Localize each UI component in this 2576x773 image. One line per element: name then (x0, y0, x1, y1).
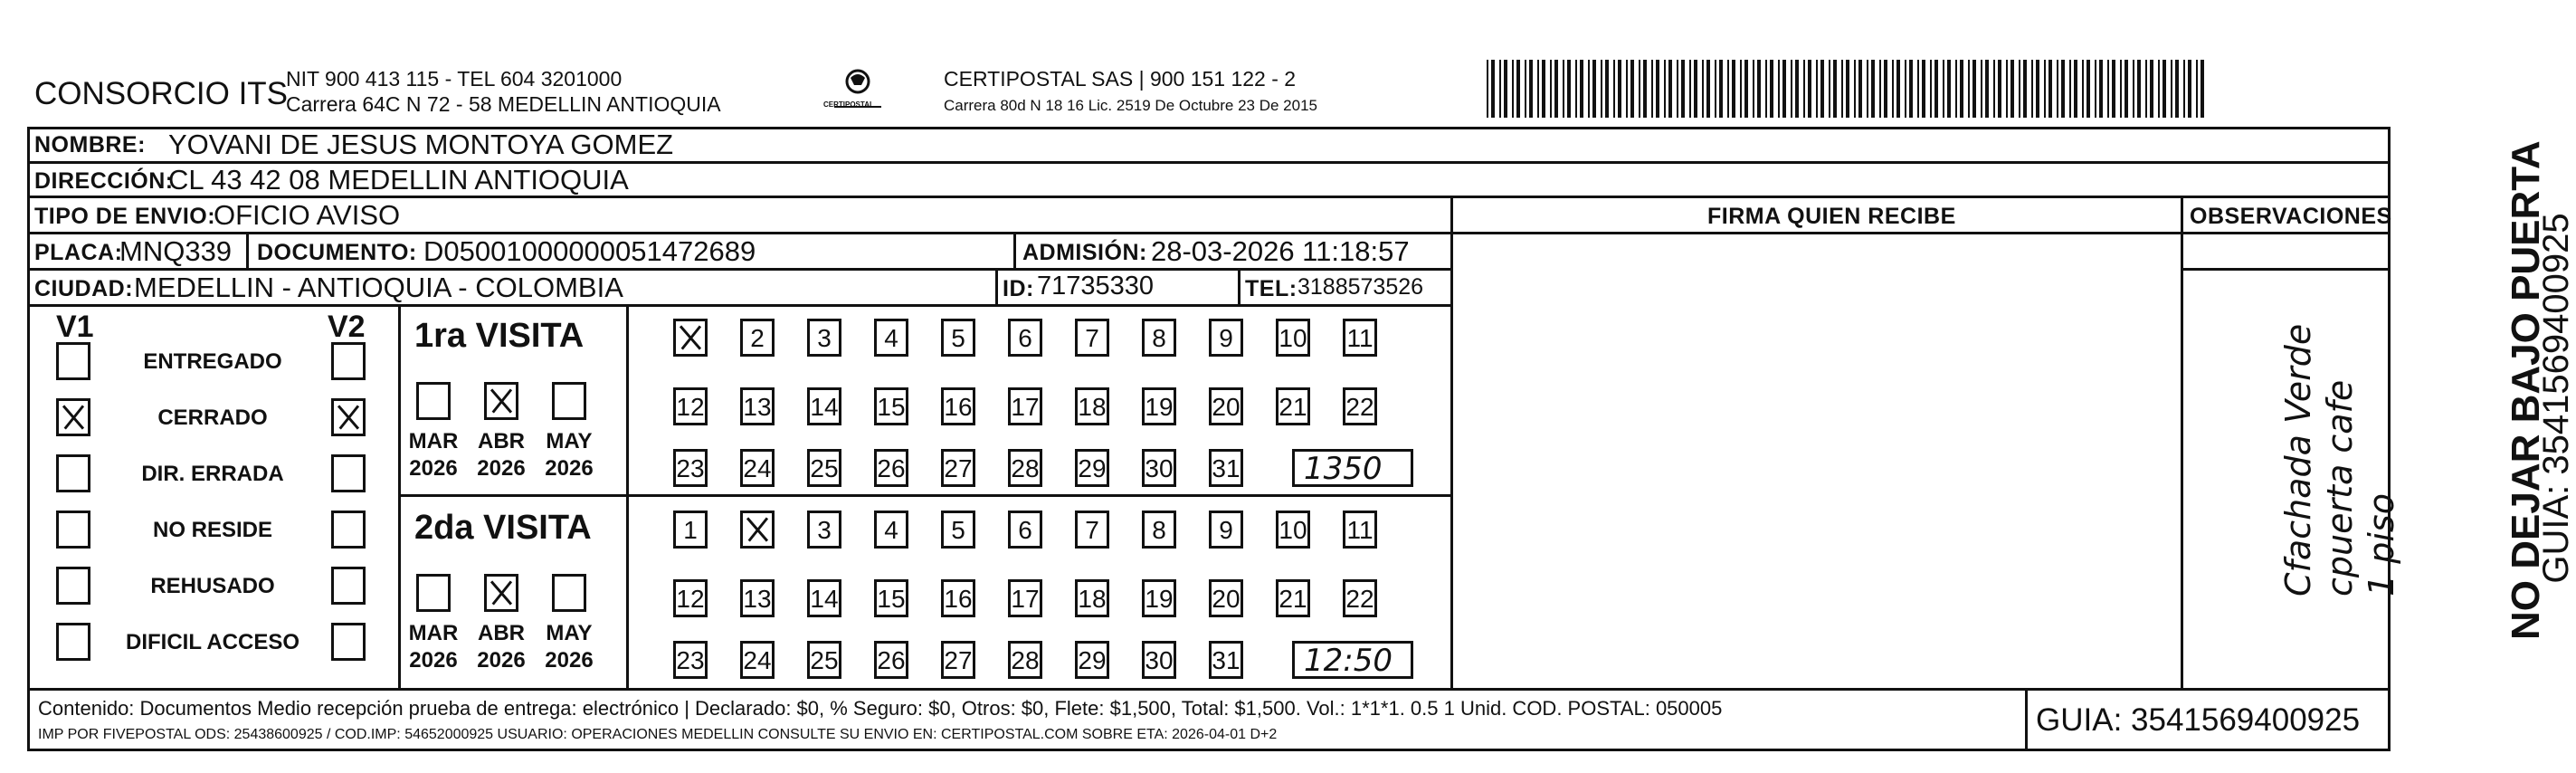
x-mark-icon (59, 401, 88, 434)
ciudad-value: MEDELLIN - ANTIOQUIA - COLOMBIA (134, 272, 623, 303)
direccion-label: DIRECCIÓN: (34, 168, 174, 194)
x-mark-icon (676, 321, 705, 354)
barcode-bar (1968, 60, 1970, 118)
v1-checkbox[interactable] (56, 511, 90, 549)
day-box[interactable]: 22 (1343, 579, 1377, 617)
day-box[interactable]: 28 (1008, 449, 1042, 487)
barcode-bar (1626, 60, 1628, 118)
barcode-bar (2019, 60, 2020, 118)
id-value: 71735330 (1037, 272, 1155, 301)
day-box[interactable]: 16 (941, 387, 975, 425)
barcode-bar (1550, 60, 1552, 118)
barcode-bar (1677, 60, 1678, 118)
obs-line-2: cpuerta cafe (2320, 379, 2360, 596)
barcode-bar (2201, 60, 2204, 118)
day-box[interactable]: 31 (1209, 641, 1243, 679)
barcode-bar (1563, 60, 1564, 118)
barcode-bar (2124, 60, 2128, 118)
v2-checkbox[interactable] (331, 623, 366, 661)
barcode-bar (1981, 60, 1982, 118)
day-box[interactable]: 29 (1075, 641, 1109, 679)
v1-checkbox[interactable] (56, 398, 90, 436)
placa-label: PLACA: (34, 240, 123, 265)
day-box[interactable]: 21 (1276, 579, 1310, 617)
status-label: DIFICIL ACCESO (125, 630, 299, 654)
barcode-bar (1630, 60, 1634, 118)
barcode-bar (2082, 60, 2084, 118)
barcode-bar (1715, 60, 1716, 118)
day-box[interactable]: 4 (874, 319, 908, 357)
barcode-bar (1909, 60, 1913, 118)
time-value: 1350 (1304, 451, 1383, 487)
admision-value: 28-03-2026 11:18:57 (1151, 235, 1410, 267)
barcode-bar (1757, 60, 1761, 118)
barcode-bar (2010, 60, 2014, 118)
tipo-envio-label: TIPO DE ENVIO: (34, 204, 216, 229)
barcode-bar (2158, 60, 2160, 118)
barcode-bar (2171, 60, 2172, 118)
barcode-bar (1504, 60, 1507, 118)
obs-line-1: Cfachada Verde (2278, 323, 2318, 596)
day-box[interactable]: 30 (1142, 449, 1176, 487)
day-box[interactable]: 3 (807, 319, 841, 357)
time-value: 12:50 (1304, 643, 1393, 679)
day-box[interactable]: 22 (1343, 387, 1377, 425)
day-box[interactable]: 18 (1075, 579, 1109, 617)
barcode-bar (2036, 60, 2039, 118)
observaciones-handwritten (2190, 272, 2401, 688)
time-box[interactable] (1292, 449, 1413, 487)
barcode-bar (1512, 60, 1514, 118)
visit1-title: 1ra VISITA (414, 317, 585, 355)
barcode-bar (1516, 60, 1520, 118)
barcode-bar (1681, 60, 1685, 118)
barcode-bar (1858, 60, 1862, 118)
nombre-value: YOVANI DE JESUS MONTOYA GOMEZ (168, 129, 674, 160)
day-box[interactable]: 14 (807, 387, 841, 425)
no-dejar-bajo-puerta: NO DEJAR BAJO PUERTA (2504, 140, 2548, 640)
barcode-bar (1795, 60, 1799, 118)
barcode-bar (1727, 60, 1729, 118)
barcode-bar (2057, 60, 2058, 118)
barcode-bar (2145, 60, 2147, 118)
barcode-bar (1744, 60, 1748, 118)
barcode-bar (1782, 60, 1786, 118)
barcode-bar (2107, 60, 2109, 118)
day-box[interactable]: 26 (874, 641, 908, 679)
month-label: ABR (478, 429, 525, 453)
barcode-bar (1854, 60, 1856, 118)
day-box[interactable]: 20 (1209, 579, 1243, 617)
v2-checkbox[interactable] (331, 567, 366, 605)
barcode-bar (1732, 60, 1735, 118)
day-box[interactable]: 18 (1075, 387, 1109, 425)
month-label: MAR (408, 429, 459, 453)
barcode-bar (1643, 60, 1647, 118)
barcode-bar (1841, 60, 1843, 118)
day-box[interactable]: 24 (740, 641, 775, 679)
month-year: 2026 (409, 456, 458, 481)
barcode-bar (1816, 60, 1818, 118)
barcode-bar (1896, 60, 1900, 118)
certipostal-logo-text: CERTIPOSTAL (823, 100, 874, 109)
day-box[interactable]: 19 (1142, 579, 1176, 617)
v2-label: V2 (328, 310, 366, 344)
status-label: CERRADO (157, 406, 268, 430)
day-box[interactable]: 13 (740, 579, 775, 617)
nombre-label: NOMBRE: (34, 132, 146, 157)
barcode-bar (1537, 60, 1539, 118)
barcode-bar (1905, 60, 1906, 118)
v1-label: V1 (56, 310, 94, 344)
barcode-bar (1702, 60, 1704, 118)
month-year: 2026 (545, 648, 594, 673)
day-box[interactable]: 8 (1142, 511, 1176, 549)
month-label: MAY (546, 621, 593, 645)
barcode-bar (2120, 60, 2122, 118)
barcode-bar (1529, 60, 1533, 118)
v2-checkbox[interactable] (331, 454, 366, 492)
footer-contenido: Contenido: Documentos Medio recepción prueba de entrega: electrónico | Declarado: $0, % Seguro: $0, Otros: $0, Flete: $1,500, Total: $1,500. Vol.: 1*1*1. 0.5 1 Unid. COD. POSTAL: 050005 (38, 697, 1723, 720)
month-checkbox[interactable] (484, 382, 518, 420)
day-box[interactable]: 12 (673, 387, 708, 425)
barcode-bar (2188, 60, 2191, 118)
barcode-bar (1930, 60, 1932, 118)
day-box[interactable]: 12 (673, 579, 708, 617)
barcode-bar (1499, 60, 1501, 118)
day-box[interactable]: 2 (740, 319, 775, 357)
barcode-bar (2069, 60, 2071, 118)
tel-value: 3188573526 (1298, 274, 1424, 300)
barcode-bar (1613, 60, 1615, 118)
barcode-bar (2183, 60, 2185, 118)
barcode-bar (1542, 60, 1545, 118)
barcode-bar (1605, 60, 1609, 118)
barcode-bar (2175, 60, 2179, 118)
barcode-bar (1664, 60, 1666, 118)
barcode-bar (1601, 60, 1602, 118)
day-box[interactable]: 5 (941, 319, 975, 357)
barcode-bar (2086, 60, 2090, 118)
v1-checkbox[interactable] (56, 623, 90, 661)
day-box[interactable]: 1 (673, 511, 708, 549)
month-checkbox[interactable] (552, 574, 586, 612)
barcode-bar (2061, 60, 2065, 118)
barcode-bar (1753, 60, 1754, 118)
status-label: NO RESIDE (152, 518, 273, 542)
x-mark-icon (487, 385, 516, 417)
month-year: 2026 (477, 456, 526, 481)
day-box[interactable]: 7 (1075, 319, 1109, 357)
barcode-bar (2137, 60, 2141, 118)
day-box[interactable]: 6 (1008, 511, 1042, 549)
barcode-bar (2023, 60, 2027, 118)
documento-value: D05001000000051472689 (423, 235, 756, 267)
month-year: 2026 (545, 456, 594, 481)
day-box[interactable]: 14 (807, 579, 841, 617)
footer-imp: IMP POR FIVEPOSTAL ODS: 25438600925 / COD.IMP: 54652000925 USUARIO: OPERACIONES MEDELLIN CONSULTE SU ENVIO EN: CERTIPOSTAL.COM SOBRE ETA: 2026-04-01 D+2 (38, 727, 1278, 742)
day-box[interactable]: 7 (1075, 511, 1109, 549)
barcode-bar (1618, 60, 1621, 118)
observaciones-label: OBSERVACIONES (2190, 204, 2392, 229)
day-box[interactable]: 23 (673, 449, 708, 487)
barcode-bar (1740, 60, 1742, 118)
barcode-bar (1694, 60, 1697, 118)
day-box[interactable]: 29 (1075, 449, 1109, 487)
barcode-bar (1833, 60, 1837, 118)
ciudad-label: CIUDAD: (34, 276, 134, 301)
month-checkbox[interactable] (416, 574, 451, 612)
barcode-bar (1706, 60, 1710, 118)
barcode-bar (2163, 60, 2166, 118)
barcode-bar (1985, 60, 1989, 118)
v2-checkbox[interactable] (331, 511, 366, 549)
barcode-bar (1575, 60, 1577, 118)
barcode-bar (1719, 60, 1723, 118)
day-box[interactable]: 27 (941, 449, 975, 487)
barcode-bar (1879, 60, 1881, 118)
day-box[interactable]: 25 (807, 449, 841, 487)
documento-label: DOCUMENTO: (257, 240, 417, 265)
v2-checkbox[interactable] (331, 342, 366, 380)
barcode (1487, 60, 2210, 121)
barcode-bar (1525, 60, 1526, 118)
barcode-bar (1943, 60, 1944, 118)
month-label: MAR (408, 621, 459, 645)
day-box[interactable]: 31 (1209, 449, 1243, 487)
id-label: ID: (1003, 276, 1034, 301)
day-box[interactable]: 27 (941, 641, 975, 679)
barcode-bar (1656, 60, 1659, 118)
x-mark-icon (487, 577, 516, 609)
day-box[interactable]: 20 (1209, 387, 1243, 425)
admision-label: ADMISIÓN: (1022, 240, 1147, 265)
barcode-bar (1554, 60, 1558, 118)
month-checkbox[interactable] (416, 382, 451, 420)
barcode-bar (1765, 60, 1767, 118)
barcode-bar (1778, 60, 1780, 118)
barcode-bar (1580, 60, 1583, 118)
side-guia: GUIA: 3541569400925 (2536, 213, 2576, 584)
direccion-value: CL 43 42 08 MEDELLIN ANTIOQUIA (168, 164, 629, 196)
v1-checkbox[interactable] (56, 342, 90, 380)
barcode-bar (1867, 60, 1868, 118)
address-line: Carrera 64C N 72 - 58 MEDELLIN ANTIOQUIA (286, 92, 721, 116)
day-box[interactable]: 10 (1276, 511, 1310, 549)
day-box[interactable]: 30 (1142, 641, 1176, 679)
time-box[interactable] (1292, 641, 1413, 679)
barcode-bar (1972, 60, 1976, 118)
day-box[interactable] (673, 319, 708, 357)
status-label: DIR. ERRADA (141, 462, 284, 486)
day-box[interactable]: 3 (807, 511, 841, 549)
barcode-bar (1791, 60, 1792, 118)
barcode-bar (1993, 60, 1995, 118)
barcode-bar (1567, 60, 1571, 118)
barcode-bar (1588, 60, 1590, 118)
v2-checkbox[interactable] (331, 398, 366, 436)
placa-value: MNQ339 (119, 235, 233, 267)
certipostal-line1: CERTIPOSTAL SAS | 900 151 122 - 2 (944, 67, 1297, 91)
obs-line-3: 1 piso (2362, 493, 2401, 596)
barcode-bar (2150, 60, 2153, 118)
barcode-bar (1947, 60, 1951, 118)
day-box[interactable]: 19 (1142, 387, 1176, 425)
barcode-bar (2044, 60, 2046, 118)
barcode-bar (1884, 60, 1887, 118)
day-box[interactable]: 17 (1008, 387, 1042, 425)
barcode-bar (1846, 60, 1849, 118)
barcode-bar (2112, 60, 2115, 118)
barcode-bar (1892, 60, 1894, 118)
day-box[interactable]: 11 (1343, 319, 1377, 357)
day-box[interactable]: 13 (740, 387, 775, 425)
month-year: 2026 (477, 648, 526, 673)
day-box[interactable]: 25 (807, 641, 841, 679)
v1-checkbox[interactable] (56, 567, 90, 605)
x-mark-icon (743, 513, 772, 546)
barcode-bar (1871, 60, 1875, 118)
company-name: CONSORCIO ITS (34, 76, 289, 111)
certipostal-line2: Carrera 80d N 18 16 Lic. 2519 De Octubre 23 De 2015 (944, 97, 1317, 114)
barcode-bar (1922, 60, 1925, 118)
status-label: ENTREGADO (143, 349, 282, 374)
barcode-bar (1770, 60, 1773, 118)
barcode-bar (2074, 60, 2077, 118)
month-label: ABR (478, 621, 525, 645)
day-box[interactable]: 6 (1008, 319, 1042, 357)
day-box[interactable]: 9 (1209, 319, 1243, 357)
month-year: 2026 (409, 648, 458, 673)
day-box[interactable]: 15 (874, 387, 908, 425)
day-box[interactable]: 16 (941, 579, 975, 617)
barcode-bar (1820, 60, 1824, 118)
day-box[interactable]: 24 (740, 449, 775, 487)
barcode-bar (1487, 60, 1488, 118)
tel-label: TEL: (1245, 276, 1298, 301)
barcode-bar (1592, 60, 1596, 118)
v1-checkbox[interactable] (56, 454, 90, 492)
visit2-title: 2da VISITA (414, 509, 592, 547)
barcode-bar (1689, 60, 1691, 118)
day-box[interactable]: 4 (874, 511, 908, 549)
barcode-bar (2048, 60, 2052, 118)
barcode-bar (1955, 60, 1957, 118)
day-box[interactable]: 8 (1142, 319, 1176, 357)
barcode-bar (1934, 60, 1938, 118)
nit-line: NIT 900 413 115 - TEL 604 3201000 (286, 67, 623, 91)
month-label: MAY (546, 429, 593, 453)
day-box[interactable]: 26 (874, 449, 908, 487)
month-checkbox[interactable] (484, 574, 518, 612)
day-box[interactable]: 28 (1008, 641, 1042, 679)
tipo-envio-value: OFICIO AVISO (214, 199, 401, 231)
barcode-bar (2196, 60, 2198, 118)
barcode-bar (1668, 60, 1672, 118)
barcode-bar (1998, 60, 2001, 118)
barcode-bar (1803, 60, 1805, 118)
barcode-bar (1917, 60, 1919, 118)
day-box[interactable] (740, 511, 775, 549)
barcode-bar (1829, 60, 1830, 118)
barcode-bar (2095, 60, 2096, 118)
barcode-bar (1491, 60, 1495, 118)
barcode-bar (1960, 60, 1963, 118)
day-box[interactable]: 5 (941, 511, 975, 549)
barcode-bar (1639, 60, 1640, 118)
barcode-bar (2006, 60, 2008, 118)
day-box[interactable]: 11 (1343, 511, 1377, 549)
barcode-bar (2099, 60, 2103, 118)
month-checkbox[interactable] (552, 382, 586, 420)
day-box[interactable]: 15 (874, 579, 908, 617)
barcode-bar (2133, 60, 2134, 118)
firma-label: FIRMA QUIEN RECIBE (1707, 204, 1956, 229)
day-box[interactable]: 10 (1276, 319, 1310, 357)
day-box[interactable]: 23 (673, 641, 708, 679)
x-mark-icon (334, 401, 363, 434)
day-box[interactable]: 21 (1276, 387, 1310, 425)
status-label: REHUSADO (150, 574, 275, 598)
day-box[interactable]: 9 (1209, 511, 1243, 549)
barcode-bar (2031, 60, 2033, 118)
barcode-bar (1808, 60, 1811, 118)
barcode-bar (1651, 60, 1653, 118)
footer-guia: GUIA: 3541569400925 (2036, 702, 2361, 738)
day-box[interactable]: 17 (1008, 579, 1042, 617)
